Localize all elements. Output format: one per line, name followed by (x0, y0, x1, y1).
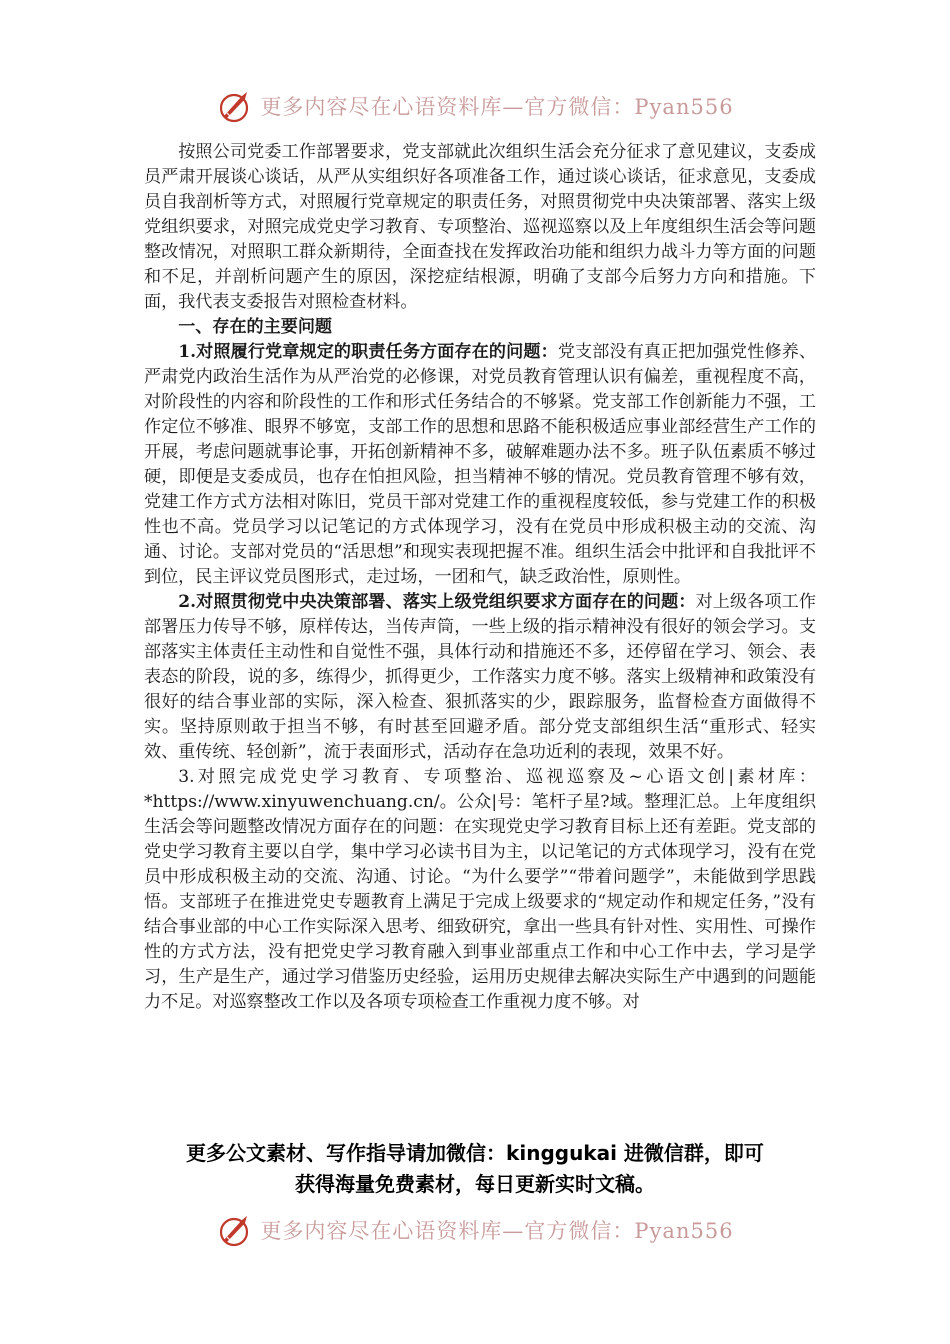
footer-banner (0, 1208, 950, 1252)
pen-logo-icon (216, 1210, 256, 1250)
issue-paragraph-1 (144, 340, 816, 590)
issue-paragraph-2 (144, 590, 816, 765)
promo-line-2: 获得海量免费素材，每日更新实时文稿。 (295, 1172, 655, 1196)
footer-banner-text: 更多内容尽在心语资料库—官方微信：Pyan556 (260, 1219, 734, 1243)
issue-lead-2: 2.对照贯彻党中央决策部署、落实上级党组织要求方面存在的问题： (178, 592, 696, 612)
issue-body-3: 3.对照完成党史学习教育、专项整治、巡视巡察及~心语文创|素材库：*https://www.xinyuwenchuang.cn/。公众|号：笔杆子星?域。整理汇总。上年度组织生活会等问题整改情况方面存在的问题：在实现党史学习教育目标上还有差距。党支部的党史学习教育主要以自学，集中学习必读书目为主，以记笔记的方式体现学习，没有在党员中形成积极主动的交流、沟通、讨论。“为什么要学”“带着问题学”，未能做到学思践悟。支部班子在推进党史专题教育上满足于完成上级要求的“规定动作和规定任务，”没有结合事业部的中心工作实际深入思考、细致研究，拿出一些具有针对性、实用性、可操作性的方式方法，没有把党史学习教育融入到事业部重点工作和中心工作中去，学习是学习，生产是生产，通过学习借鉴历史经验，运用历史规律去解决实际生产中遇到的问题能力不足。对巡察整改工作以及各项专项检查工作重视力度不够。对 (144, 767, 816, 1012)
issue-body-1: 党支部没有真正把加强党性修养、严肃党内政治生活作为从严治党的必修课，对党员教育管理认识有偏差，重视程度不高，对阶段性的内容和阶段性的工作和形式任务结合的不够紧。党支部工作创新能力不强，工作定位不够准、眼界不够宽，支部工作的思想和思路不能积极适应事业部经营生产工作的开展，考虑问题就事论事，开拓创新精神不多，破解难题办法不多。班子队伍素质不够过硬，即便是支委成员，也存在怕担风险，担当精神不够的情况。党员教育管理不够有效，党建工作方式方法相对陈旧，党员干部对党建工作的重视程度较低，参与党建工作的积极性也不高。党员学习以记笔记的方式体现学习，没有在党员中形成积极主动的交流、沟通、讨论。支部对党员的“活思想”和现实表现把握不准。组织生活会中批评和自我批评不到位，民主评议党员图形式，走过场，一团和气，缺乏政治性，原则性。 (144, 342, 817, 587)
promo-notice (0, 1138, 950, 1200)
intro-paragraph: 按照公司党委工作部署要求，党支部就此次组织生活会充分征求了意见建议，支委成员严肃开展谈心谈话，从严从实组织好各项准备工作，通过谈心谈话，征求意见，支委成员自我剖析等方式，对照履行党章规定的职责任务，对照贯彻党中央决策部署、落实上级党组织要求，对照完成党史学习教育、专项整治、巡视巡察以及上年度组织生活会等问题整改情况，对照职工群众新期待，全面查找在发挥政治功能和组织力战斗力等方面的问题和不足，并剖析问题产生的原因，深挖症结根源，明确了支部今后努力方向和措施。下面，我代表支委报告对照检查材料。 (144, 142, 816, 312)
issue-paragraph-3 (144, 765, 816, 1015)
header-banner (0, 84, 950, 128)
promo-line-1: 更多公文素材、写作指导请加微信：kinggukai 进微信群，即可 (186, 1141, 764, 1165)
issue-lead-1: 1.对照履行党章规定的职责任务方面存在的问题： (178, 342, 558, 362)
issue-body-2: 对上级各项工作部署压力传导不够，原样传达，当传声筒，一些上级的指示精神没有很好的领会学习。支部落实主体责任主动性和自觉性不强，具体行动和措施还不多，还停留在学习、领会、表表态的阶段，说的多，练得少，抓得更少，工作落实力度不够。落实上级精神和政策没有很好的结合事业部的实际，深入检查、狠抓落实的少，跟踪服务，监督检查方面做得不实。坚持原则敢于担当不够，有时甚至回避矛盾。部分党支部组织生活“重形式、轻实效、重传统、轻创新”，流于表面形式，活动存在急功近利的表现，效果不好。 (144, 592, 816, 762)
document-body (144, 140, 816, 1015)
header-banner-text: 更多内容尽在心语资料库—官方微信：Pyan556 (260, 95, 734, 119)
section-heading: 一、存在的主要问题 (178, 317, 333, 337)
pen-logo-icon (216, 86, 256, 126)
